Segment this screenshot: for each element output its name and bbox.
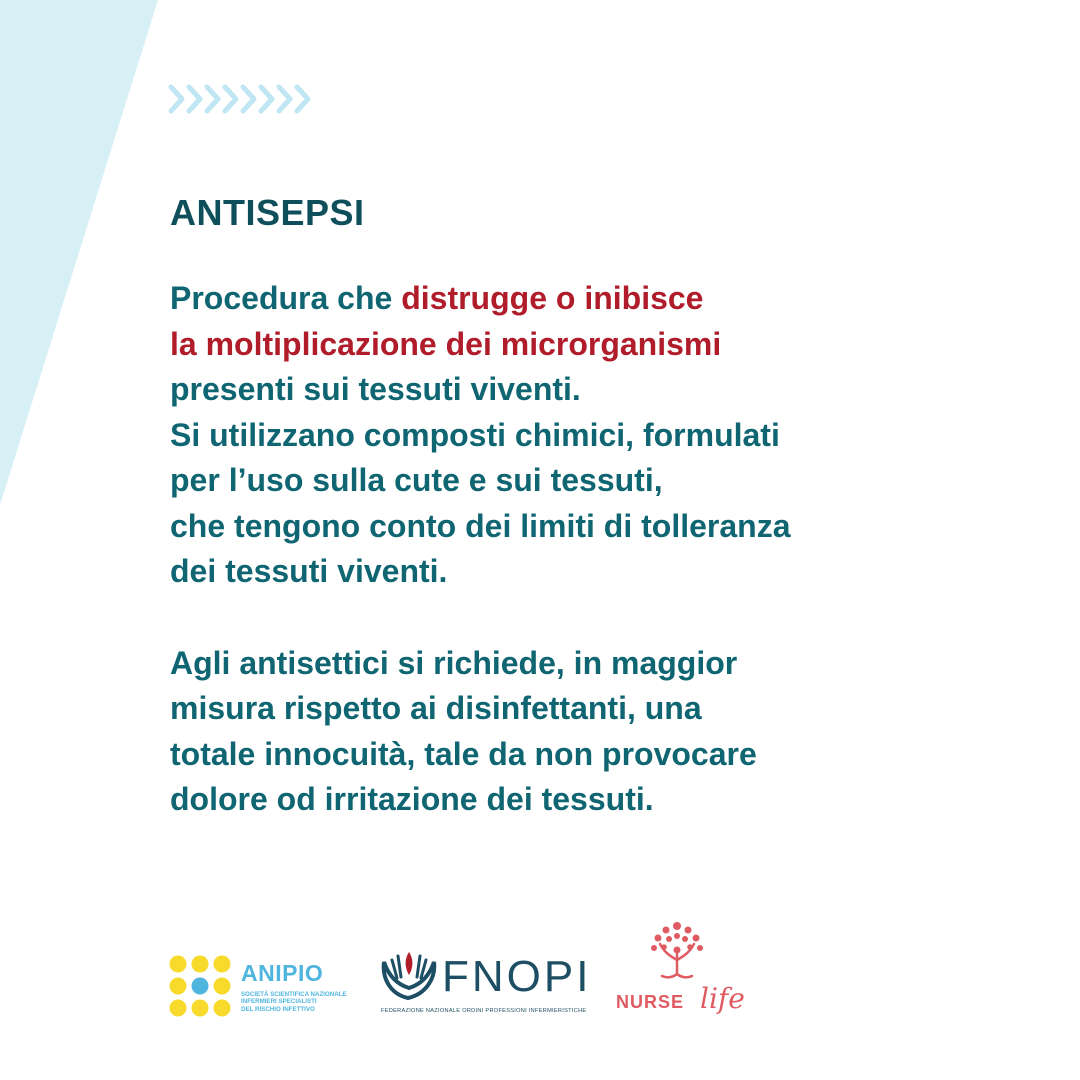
paragraph1-line4: Si utilizzano composti chimici, formulati <box>170 416 780 453</box>
anipio-name: ANIPIO <box>241 960 324 986</box>
hands-flame-icon <box>378 948 440 1006</box>
paragraph1-line5: per l’uso sulla cute e sui tessuti, <box>170 462 663 498</box>
page-title: ANTISEPSI <box>170 192 365 233</box>
anipio-subtitle-2: INFERMIERI SPECIALISTI <box>241 998 317 1006</box>
fnopi-name: FNOPI <box>442 952 592 1001</box>
paragraph1-line3: presenti sui tessuti viventi. <box>170 371 581 407</box>
paragraph1-line6: che tengono conto dei limiti di tolleranza <box>170 507 791 544</box>
paragraph2-line3: totale innocuità, tale da non provocare <box>170 735 757 772</box>
nurse-life-script: life <box>700 982 745 1015</box>
highlight-text-2: la moltiplicazione dei microrganismi <box>170 325 722 362</box>
paragraph2-line1: Agli antisettici si richiede, in maggior <box>170 644 738 681</box>
anipio-subtitle <box>241 991 361 1013</box>
paragraph2-line4: dolore od irritazione dei tessuti. <box>170 781 654 817</box>
highlight-text-1: distrugge o inibisce <box>401 280 704 316</box>
fnopi-logo <box>378 948 592 1024</box>
nurse-life-logo <box>616 920 746 1030</box>
body-text <box>170 276 1030 823</box>
paragraph1-line7: dei tessuti viventi. <box>170 553 448 589</box>
paragraph1-line1 <box>170 276 1030 322</box>
anipio-subtitle-3: DEL RISCHIO INFETTIVO <box>241 1005 315 1013</box>
tree-person-icon <box>646 920 708 982</box>
fnopi-subtitle: FEDERAZIONE NAZIONALE ORDINI PROFESSIONI INFERMIERISTICHE <box>381 1008 587 1014</box>
chevrons-decoration-icon <box>168 82 318 116</box>
dots-grid-icon <box>168 954 232 1018</box>
line1-plain: Procedura che <box>170 280 402 316</box>
paragraph2-line2: misura rispetto ai disinfettanti, una <box>170 690 702 726</box>
anipio-subtitle-1: SOCIETÀ SCIENTIFICA NAZIONALE <box>241 991 347 998</box>
nurse-life-name: NURSE <box>616 992 685 1012</box>
anipio-logo <box>168 954 358 1018</box>
paragraph-gap <box>170 595 1030 641</box>
